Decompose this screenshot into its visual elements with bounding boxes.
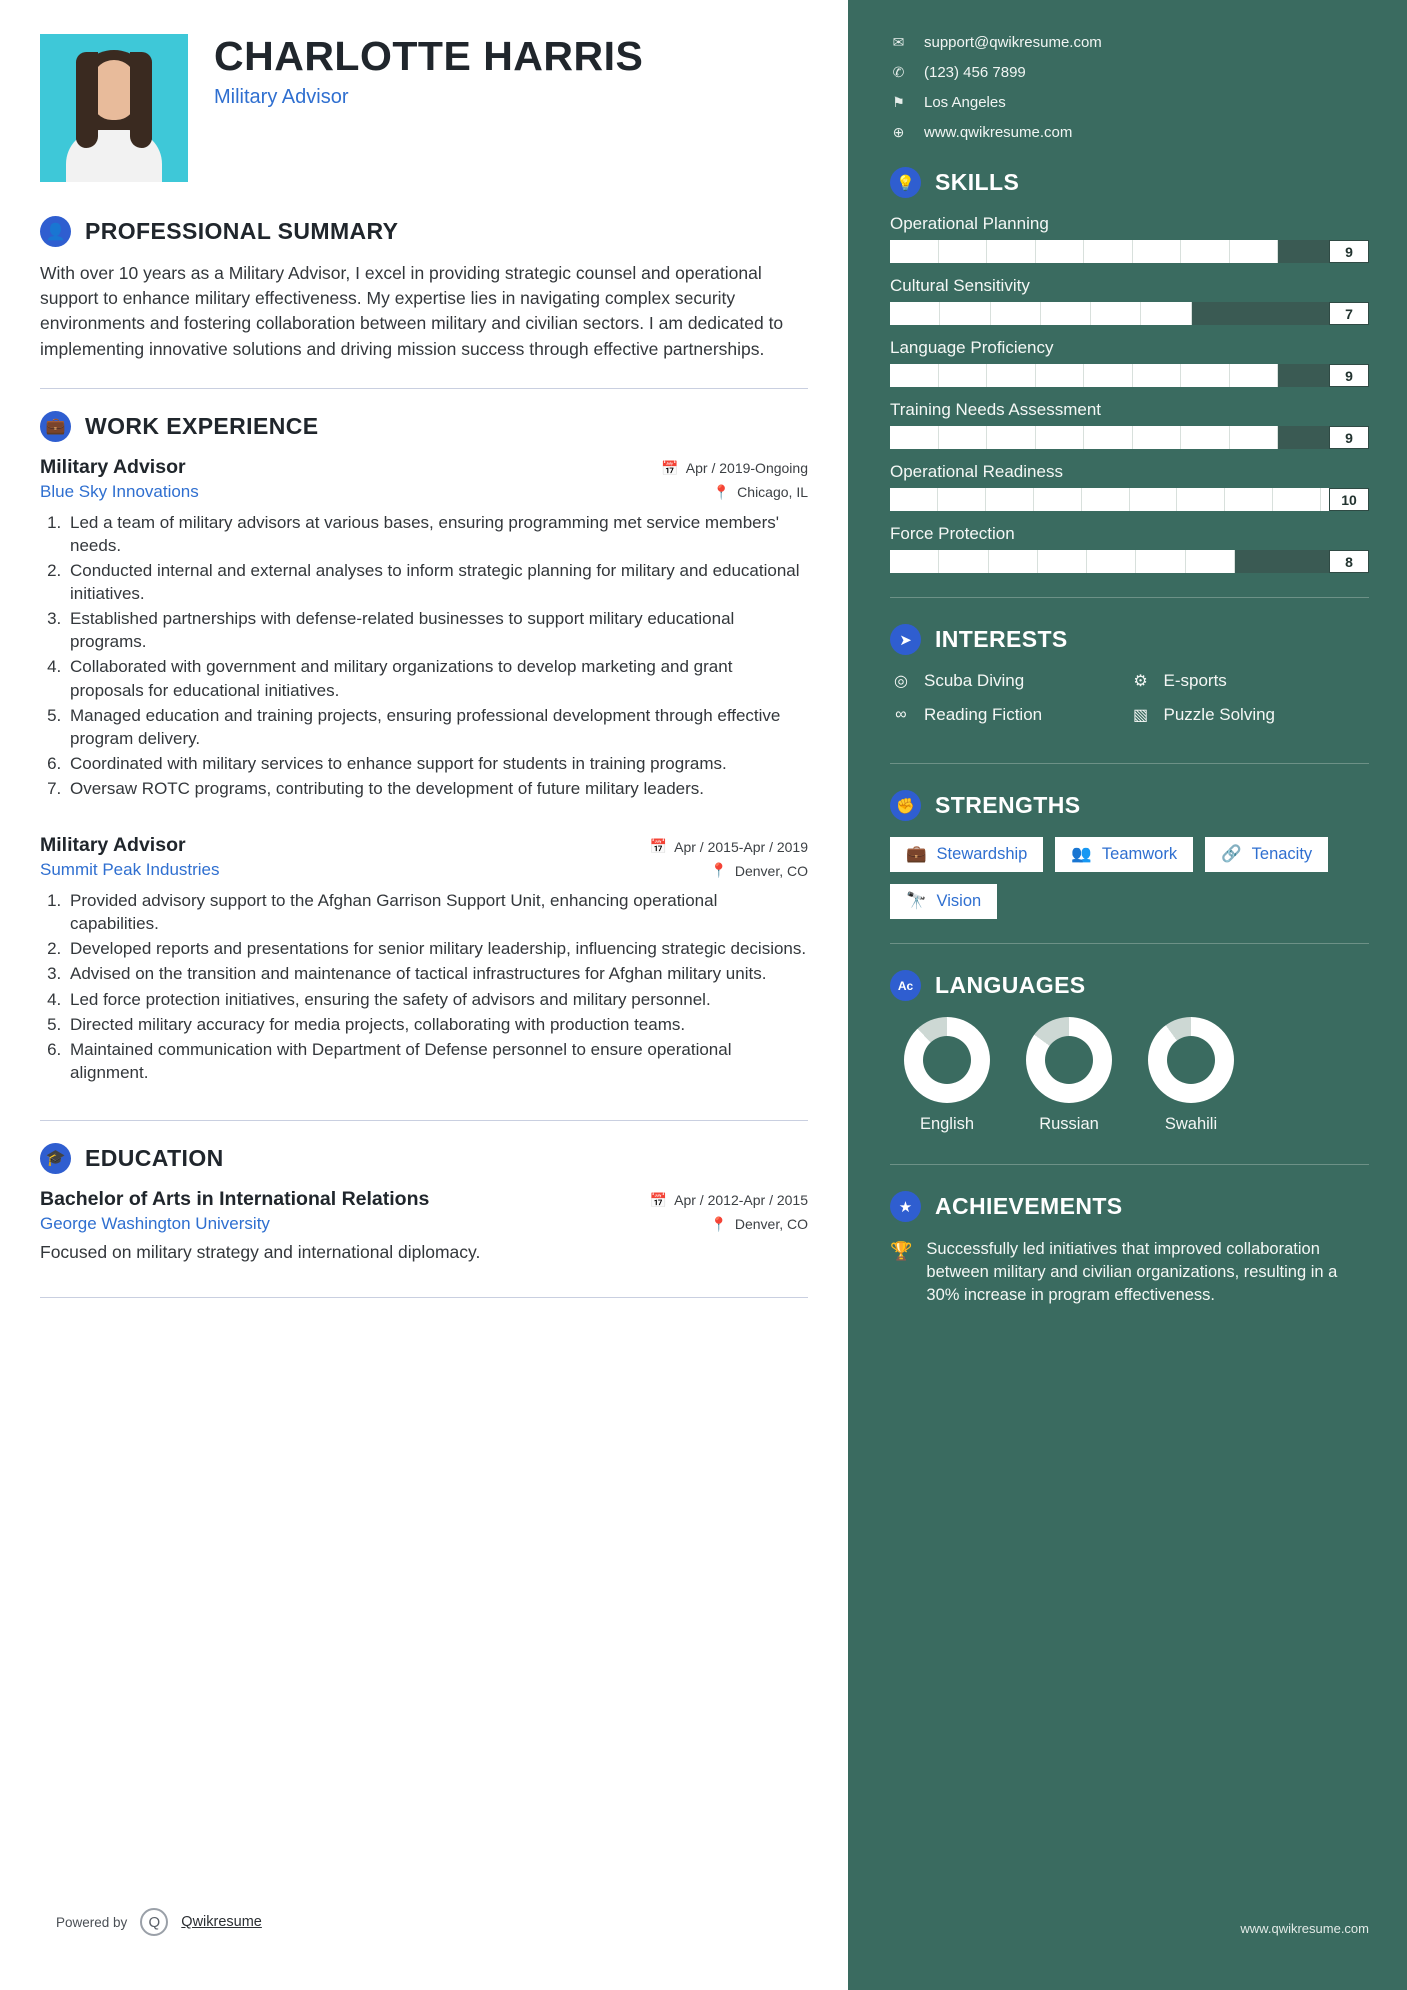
skills-section-header (890, 167, 1369, 198)
esports-icon: ⚙ (1133, 673, 1148, 690)
language-donut (1026, 1017, 1112, 1103)
language-item (904, 1017, 990, 1134)
strength-chip (890, 837, 1043, 872)
paper-plane-icon: ➤ (890, 624, 921, 655)
contact-list (890, 34, 1369, 141)
trophy-icon: 🏆 (890, 1241, 913, 1261)
resume-header (40, 34, 808, 182)
skill-label: Force Protection (890, 524, 1015, 543)
skill-item (890, 524, 1369, 573)
contact-website-text: www.qwikresume.com (924, 124, 1073, 141)
summary-text: With over 10 years as a Military Advisor, I excel in providing strategic counsel and operational support to enhance military effectiveness. My expertise lies in navigating complex security environments and fostering collaboration between military and civilian sectors. I am dedicated to implementing innovative solutions and driving mission success through effective partnerships. (40, 263, 784, 359)
divider (40, 1120, 808, 1121)
star-icon: ★ (890, 1191, 921, 1222)
skill-bar (890, 302, 1369, 325)
skill-bar-filled (890, 364, 1278, 387)
languages-list (890, 1017, 1369, 1134)
contact-location (890, 94, 1369, 111)
phone-icon: ✆ (892, 64, 905, 80)
pin-icon: 📍 (710, 862, 728, 879)
strengths-list (890, 837, 1369, 919)
calendar-icon: 📅 (649, 838, 668, 855)
work-title: WORK EXPERIENCE (85, 412, 319, 439)
contact-location-text: Los Angeles (924, 94, 1006, 111)
candidate-role: Military Advisor (214, 85, 349, 108)
pin-icon: 📍 (710, 1215, 728, 1232)
profile-photo (40, 34, 188, 182)
achievement-text: Successfully led initiatives that improved collaboration between military and civilian organizations, resulting in a 30% increase in program effectiveness. (926, 1240, 1338, 1305)
skill-value: 9 (1329, 240, 1369, 263)
divider (890, 763, 1369, 764)
strengths-section-header (890, 790, 1369, 821)
skill-label: Operational Planning (890, 214, 1049, 233)
language-label: Russian (1039, 1115, 1099, 1133)
list-item: 5. Directed military accuracy for media projects, collaborating with production teams. (66, 1013, 808, 1036)
work-item (40, 456, 808, 800)
job-location (713, 484, 808, 501)
qwikresume-link[interactable]: Qwikresume (181, 1914, 262, 1930)
location-icon: ⚑ (892, 94, 905, 110)
education-location-text: Denver, CO (734, 1216, 808, 1233)
skill-value: 7 (1329, 302, 1369, 325)
summary-section-header (40, 216, 808, 247)
job-date (661, 460, 808, 477)
interest-label: Reading Fiction (924, 705, 1043, 724)
name-block (214, 34, 643, 109)
job-title: Military Advisor (40, 455, 186, 478)
graduation-cap-icon: 🎓 (40, 1143, 71, 1174)
contact-email[interactable] (890, 34, 1369, 51)
job-company: Blue Sky Innovations (40, 481, 199, 501)
interest-label: Puzzle Solving (1163, 705, 1276, 724)
skill-label: Cultural Sensitivity (890, 276, 1030, 295)
job-location-text: Chicago, IL (737, 484, 808, 501)
skill-bar (890, 488, 1369, 511)
binoculars-icon: 🔭 (906, 892, 927, 910)
interest-item (890, 671, 1130, 691)
strength-label: Vision (936, 892, 982, 910)
skill-bar (890, 550, 1369, 573)
list-item: 6. Coordinated with military services to enhance support for students in training programs. (66, 752, 808, 775)
link-icon: 🔗 (1221, 845, 1242, 863)
languages-section-header (890, 970, 1369, 1001)
job-bullets (66, 511, 808, 800)
interest-item (1130, 705, 1370, 725)
language-item (1148, 1017, 1234, 1134)
donut-hole (923, 1036, 971, 1084)
skill-item (890, 338, 1369, 387)
job-bullets (66, 889, 808, 1084)
education-description: Focused on military strategy and international diplomacy. (40, 1241, 481, 1262)
fist-icon: ✊ (890, 790, 921, 821)
interests-list (890, 671, 1369, 739)
divider (890, 943, 1369, 944)
language-label: English (919, 1115, 975, 1133)
education-title: EDUCATION (85, 1144, 224, 1171)
photo-hair-right (130, 52, 152, 148)
language-donut (1148, 1017, 1234, 1103)
strength-label: Tenacity (1251, 845, 1313, 863)
glasses-icon: ∞ (895, 706, 907, 723)
work-item (40, 834, 808, 1084)
calendar-icon: 📅 (649, 1191, 668, 1208)
skill-bar (890, 364, 1369, 387)
footer-branding (56, 1908, 262, 1936)
list-item: 1. Led a team of military advisors at various bases, ensuring programming met service members' needs. (66, 511, 808, 557)
education-date (650, 1192, 808, 1209)
puzzle-icon: ▧ (1132, 707, 1149, 724)
education-section-header (40, 1143, 808, 1174)
skill-item (890, 462, 1369, 511)
list-item: 3. Established partnerships with defense-related businesses to support military educational programs. (66, 607, 808, 653)
qwikresume-logo-icon: Q (140, 1908, 168, 1936)
interest-label: E-sports (1163, 671, 1227, 690)
donut-hole (1045, 1036, 1093, 1084)
achievement-item (890, 1238, 1369, 1307)
envelope-icon: ✉ (892, 34, 905, 50)
summary-title: PROFESSIONAL SUMMARY (85, 218, 399, 244)
donut-hole (1167, 1036, 1215, 1084)
briefcase-icon: 💼 (906, 845, 927, 863)
calendar-icon: 📅 (661, 459, 679, 476)
education-titlerow (40, 1188, 808, 1211)
skill-item (890, 276, 1369, 325)
contact-website[interactable] (890, 124, 1369, 141)
education-item (40, 1188, 808, 1263)
job-company: Summit Peak Industries (40, 860, 220, 880)
job-location-text: Denver, CO (734, 862, 808, 879)
list-item: 4. Led force protection initiatives, ensuring the safety of advisors and military personnel. (66, 988, 808, 1011)
skill-bar (890, 426, 1369, 449)
strength-label: Stewardship (936, 845, 1028, 863)
education-schoolrow (40, 1211, 808, 1234)
strength-chip (1055, 837, 1193, 872)
work-item-companyrow (40, 857, 808, 880)
skill-bar-filled (890, 488, 1369, 511)
work-item-titlerow (40, 834, 808, 857)
languages-title: LANGUAGES (935, 972, 1086, 998)
skill-bar-filled (890, 302, 1192, 325)
interest-label: Scuba Diving (924, 671, 1025, 690)
powered-by-label: Powered by (56, 1914, 128, 1930)
divider (40, 388, 808, 389)
candidate-name: CHARLOTTE HARRIS (214, 33, 644, 79)
work-section-header (40, 411, 808, 442)
skill-item (890, 214, 1369, 263)
contact-phone[interactable] (890, 64, 1369, 81)
skill-item (890, 400, 1369, 449)
translate-icon: Aᴄ (890, 970, 921, 1001)
divider (40, 1297, 808, 1298)
interests-title: INTERESTS (935, 626, 1068, 652)
interest-item (890, 705, 1130, 725)
skill-value: 8 (1329, 550, 1369, 573)
list-item: 4. Collaborated with government and military organizations to develop marketing and grant proposals for educational initiatives. (66, 655, 808, 701)
skill-label: Training Needs Assessment (890, 400, 1102, 419)
skill-bar-filled (890, 550, 1235, 573)
list-item: 1. Provided advisory support to the Afghan Garrison Support Unit, enhancing operational capabilities. (66, 889, 808, 935)
achievements-title: ACHIEVEMENTS (935, 1193, 1123, 1219)
list-item: 6. Maintained communication with Department of Defense personnel to ensure operational alignment. (66, 1038, 808, 1084)
job-date-text: Apr / 2015-Apr / 2019 (674, 838, 808, 855)
strength-chip (1205, 837, 1328, 872)
skill-bar-filled (890, 240, 1278, 263)
work-item-titlerow (40, 456, 808, 479)
list-item: 3. Advised on the transition and maintenance of tactical infrastructures for Afghan military units. (66, 962, 808, 985)
list-item: 5. Managed education and training projects, ensuring professional development through effective program delivery. (66, 704, 808, 750)
divider (890, 597, 1369, 598)
divider (890, 1164, 1369, 1165)
skills-title: SKILLS (935, 169, 1020, 195)
achievements-section-header (890, 1191, 1369, 1222)
user-icon: 👤 (40, 216, 71, 247)
sidebar-footer-website: www.qwikresume.com (1240, 1921, 1369, 1936)
skill-bar-filled (890, 426, 1278, 449)
skill-value: 9 (1329, 364, 1369, 387)
language-item (1026, 1017, 1112, 1134)
language-label: Swahili (1164, 1115, 1218, 1133)
list-item: 2. Conducted internal and external analyses to inform strategic planning for military and educational initiatives. (66, 559, 808, 605)
list-item: 2. Developed reports and presentations for senior military leadership, influencing strategic decisions. (66, 937, 808, 960)
contact-email-text: support@qwikresume.com (924, 34, 1102, 51)
skill-bar (890, 240, 1369, 263)
lightbulb-icon: 💡 (890, 167, 921, 198)
people-icon: 👥 (1071, 845, 1092, 863)
skill-value: 10 (1329, 488, 1369, 511)
skill-label: Operational Readiness (890, 462, 1063, 481)
job-date (650, 838, 808, 855)
education-degree: Bachelor of Arts in International Relations (40, 1187, 430, 1210)
strength-chip (890, 884, 997, 919)
language-donut (904, 1017, 990, 1103)
interests-section-header (890, 624, 1369, 655)
education-date-text: Apr / 2012-Apr / 2015 (674, 1192, 808, 1209)
job-title: Military Advisor (40, 834, 186, 857)
globe-icon: ⊕ (892, 124, 905, 140)
work-item-companyrow (40, 479, 808, 502)
photo-hair-left (76, 52, 98, 148)
list-item: 7. Oversaw ROTC programs, contributing to the development of future military leaders. (66, 777, 808, 800)
right-sidebar (848, 0, 1407, 1990)
skill-value: 9 (1329, 426, 1369, 449)
education-school: George Washington University (40, 1213, 270, 1233)
strength-label: Teamwork (1101, 845, 1178, 863)
job-date-text: Apr / 2019-Ongoing (685, 460, 808, 477)
contact-phone-text: (123) 456 7899 (924, 64, 1026, 81)
briefcase-icon: 💼 (40, 411, 71, 442)
education-location (710, 1216, 808, 1233)
job-location (710, 862, 808, 879)
scuba-icon: ◎ (894, 673, 908, 690)
pin-icon: 📍 (712, 483, 731, 500)
interest-item (1130, 671, 1370, 691)
strengths-title: STRENGTHS (935, 792, 1081, 818)
skill-label: Language Proficiency (890, 338, 1054, 357)
